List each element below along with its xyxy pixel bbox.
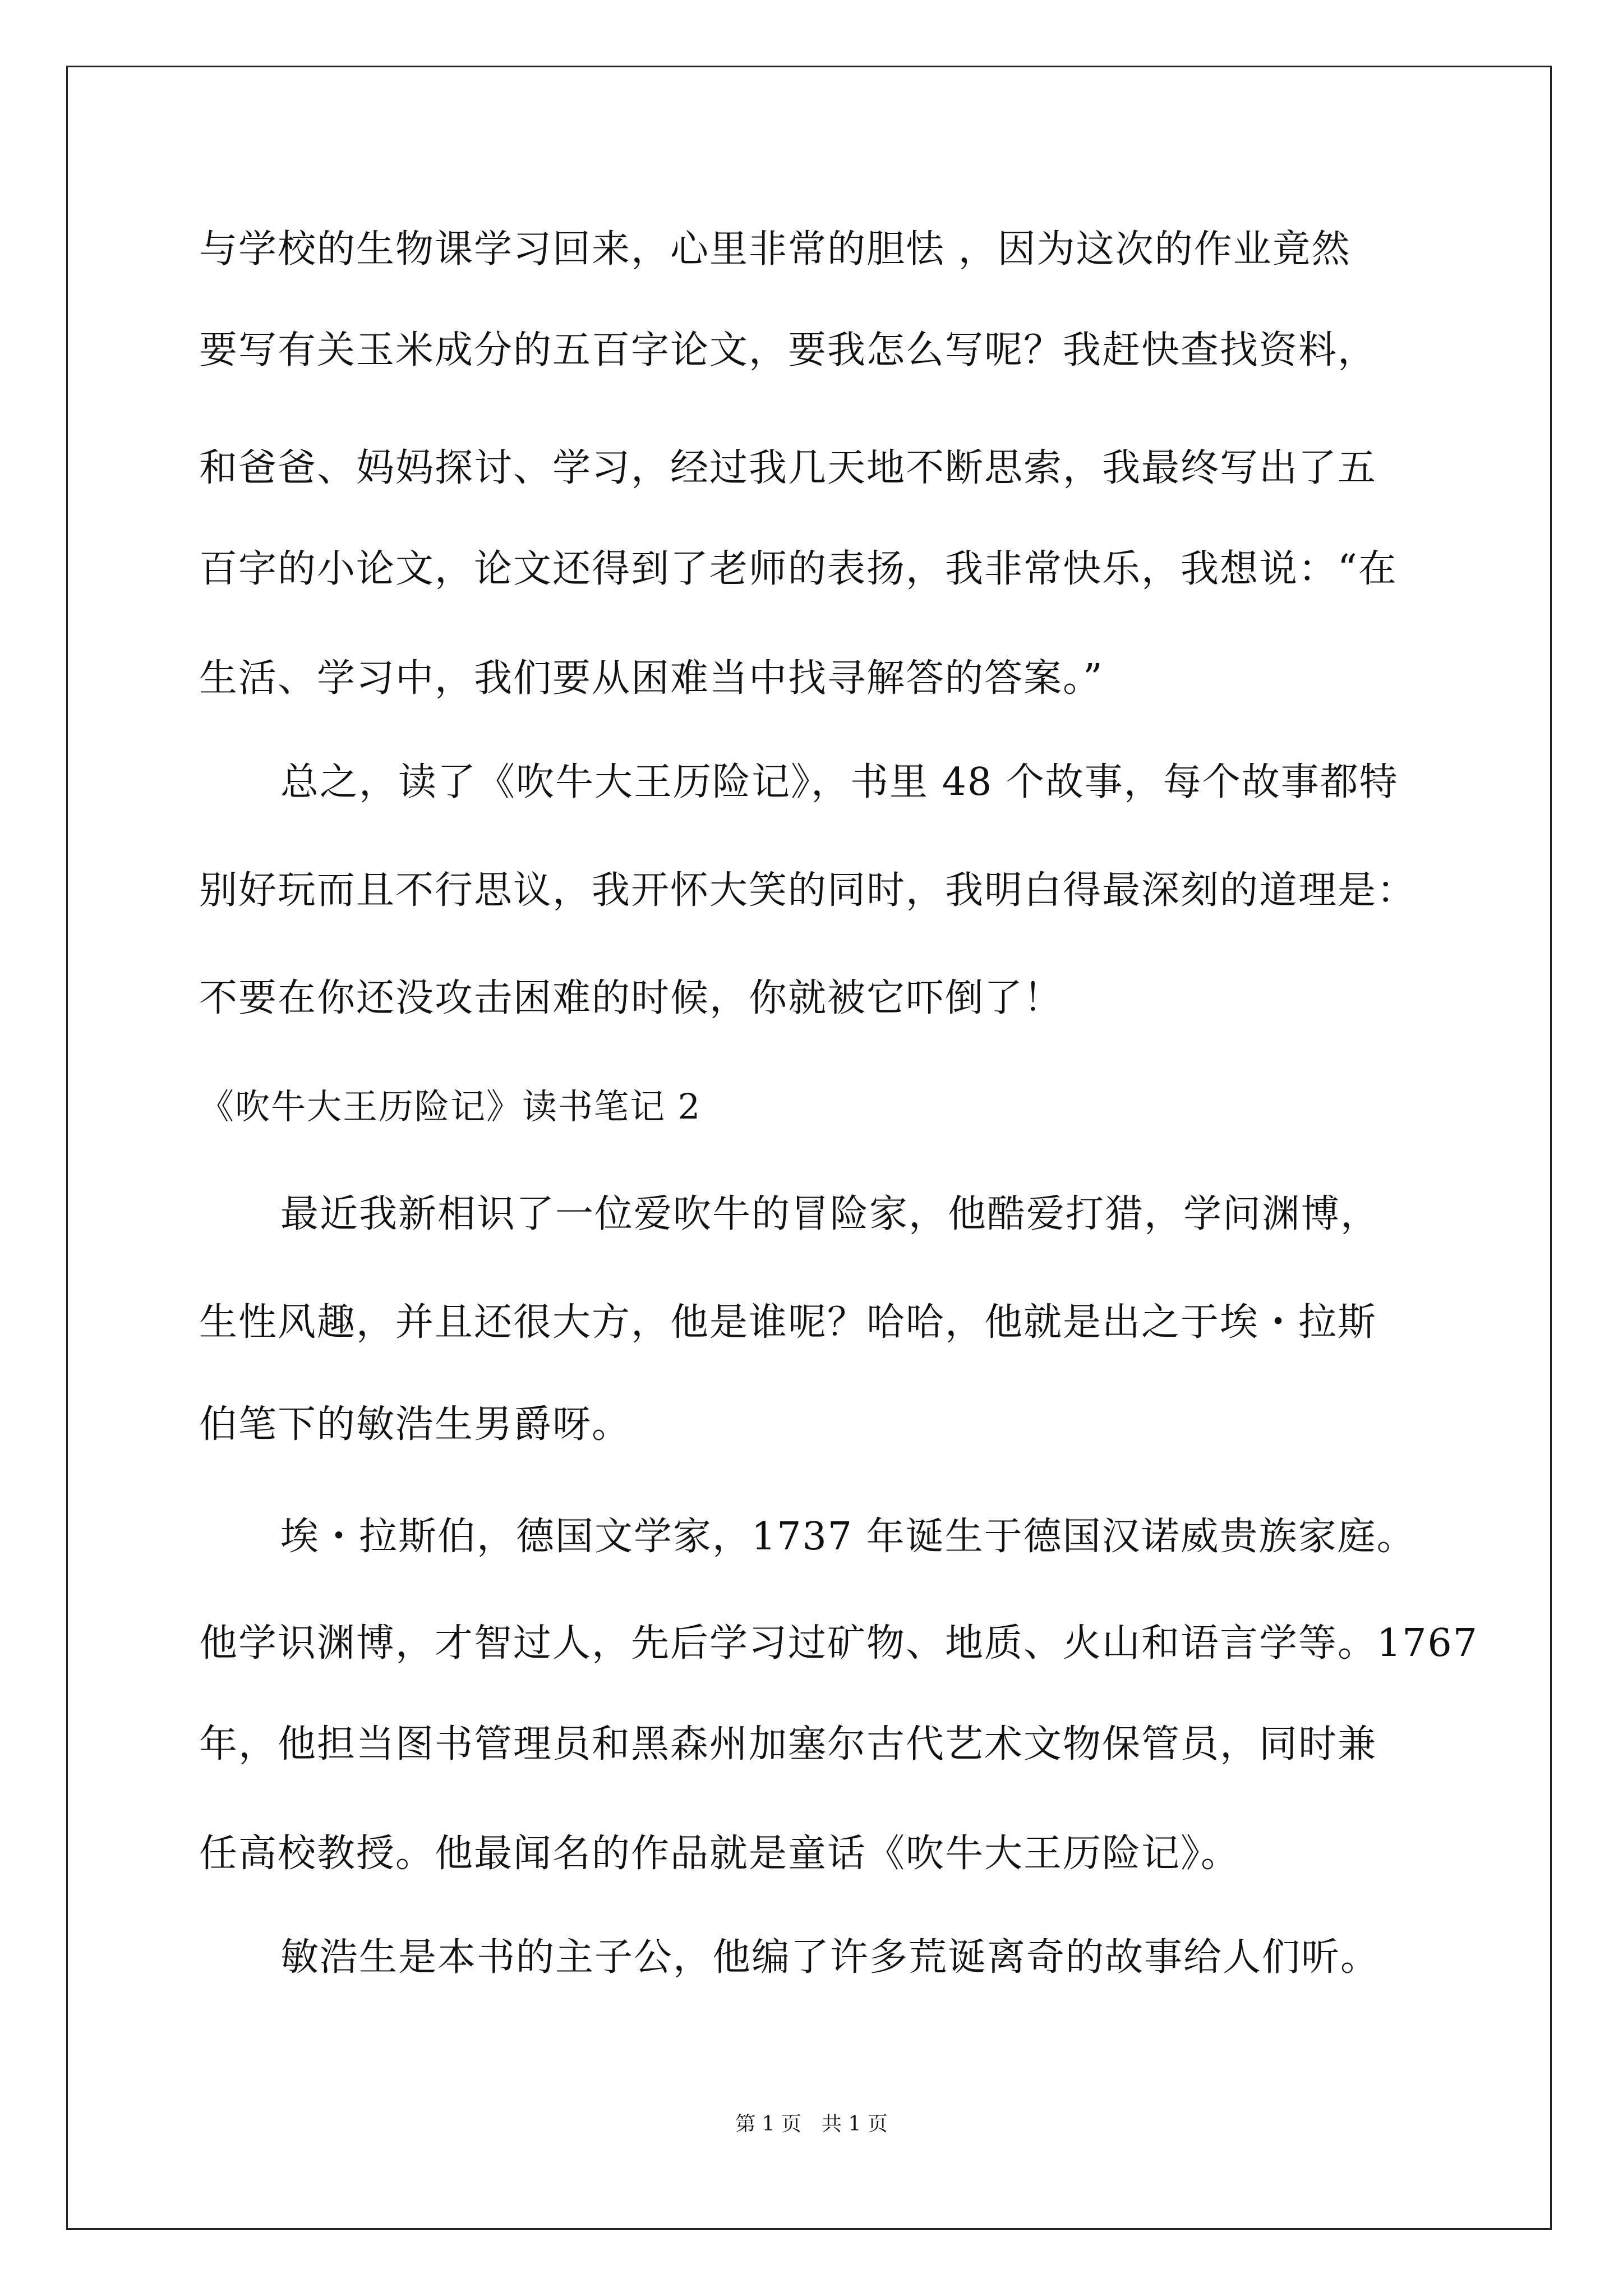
paragraph-line: 任高校教授。他最闻名的作品就是童话《吹牛大王历险记》。 bbox=[199, 1832, 1241, 1876]
paragraph-line: 要写有关玉米成分的五百字论文，要我怎么写呢？我赶快查找资料， bbox=[199, 328, 1377, 372]
paragraph-line: 年，他担当图书管理员和黑森州加塞尔古代艺术文物保管员，同时兼 bbox=[199, 1722, 1377, 1766]
paragraph-line: 伯笔下的敏浩生男爵呀。 bbox=[199, 1402, 631, 1447]
page-border bbox=[66, 66, 1552, 2230]
paragraph-line: 与学校的生物课学习回来，心里非常的胆怯 ，因为这次的作业竟然 bbox=[199, 227, 1351, 272]
section-heading: 《吹牛大王历险记》读书笔记 2 bbox=[199, 1086, 702, 1127]
paragraph-line: 敏浩生是本书的主子公，他编了许多荒诞离奇的故事给人们听。 bbox=[280, 1935, 1380, 1980]
paragraph-line: 不要在你还没攻击困难的时候，你就被它吓倒了！ bbox=[199, 976, 1063, 1020]
paragraph-line: 百字的小论文，论文还得到了老师的表扬，我非常快乐，我想说：“在 bbox=[199, 547, 1398, 591]
paragraph-line: 他学识渊博，才智过人，先后学习过矿物、地质、火山和语言学等。1767 bbox=[199, 1621, 1479, 1665]
paragraph-line: 生性风趣，并且还很大方，他是谁呢？哈哈，他就是出之于埃・拉斯 bbox=[199, 1300, 1377, 1345]
paragraph-line: 和爸爸、妈妈探讨、学习，经过我几天地不断思索，我最终写出了五 bbox=[199, 446, 1377, 490]
paragraph-line: 生活、学习中，我们要从困难当中找寻解答的答案。” bbox=[199, 656, 1104, 701]
page-footer: 第 1 页 共 1 页 bbox=[735, 2113, 888, 2136]
paragraph-line: 最近我新相识了一位爱吹牛的冒险家，他酷爱打猎，学问渊博， bbox=[280, 1192, 1380, 1236]
paragraph-line: 别好玩而且不行思议，我开怀大笑的同时，我明白得最深刻的道理是： bbox=[199, 868, 1417, 913]
paragraph-line: 埃・拉斯伯，德国文学家，1737 年诞生于德国汉诺威贵族家庭。 bbox=[280, 1515, 1416, 1559]
paragraph-line: 总之，读了《吹牛大王历险记》，书里 48 个故事，每个故事都特 bbox=[280, 760, 1399, 804]
